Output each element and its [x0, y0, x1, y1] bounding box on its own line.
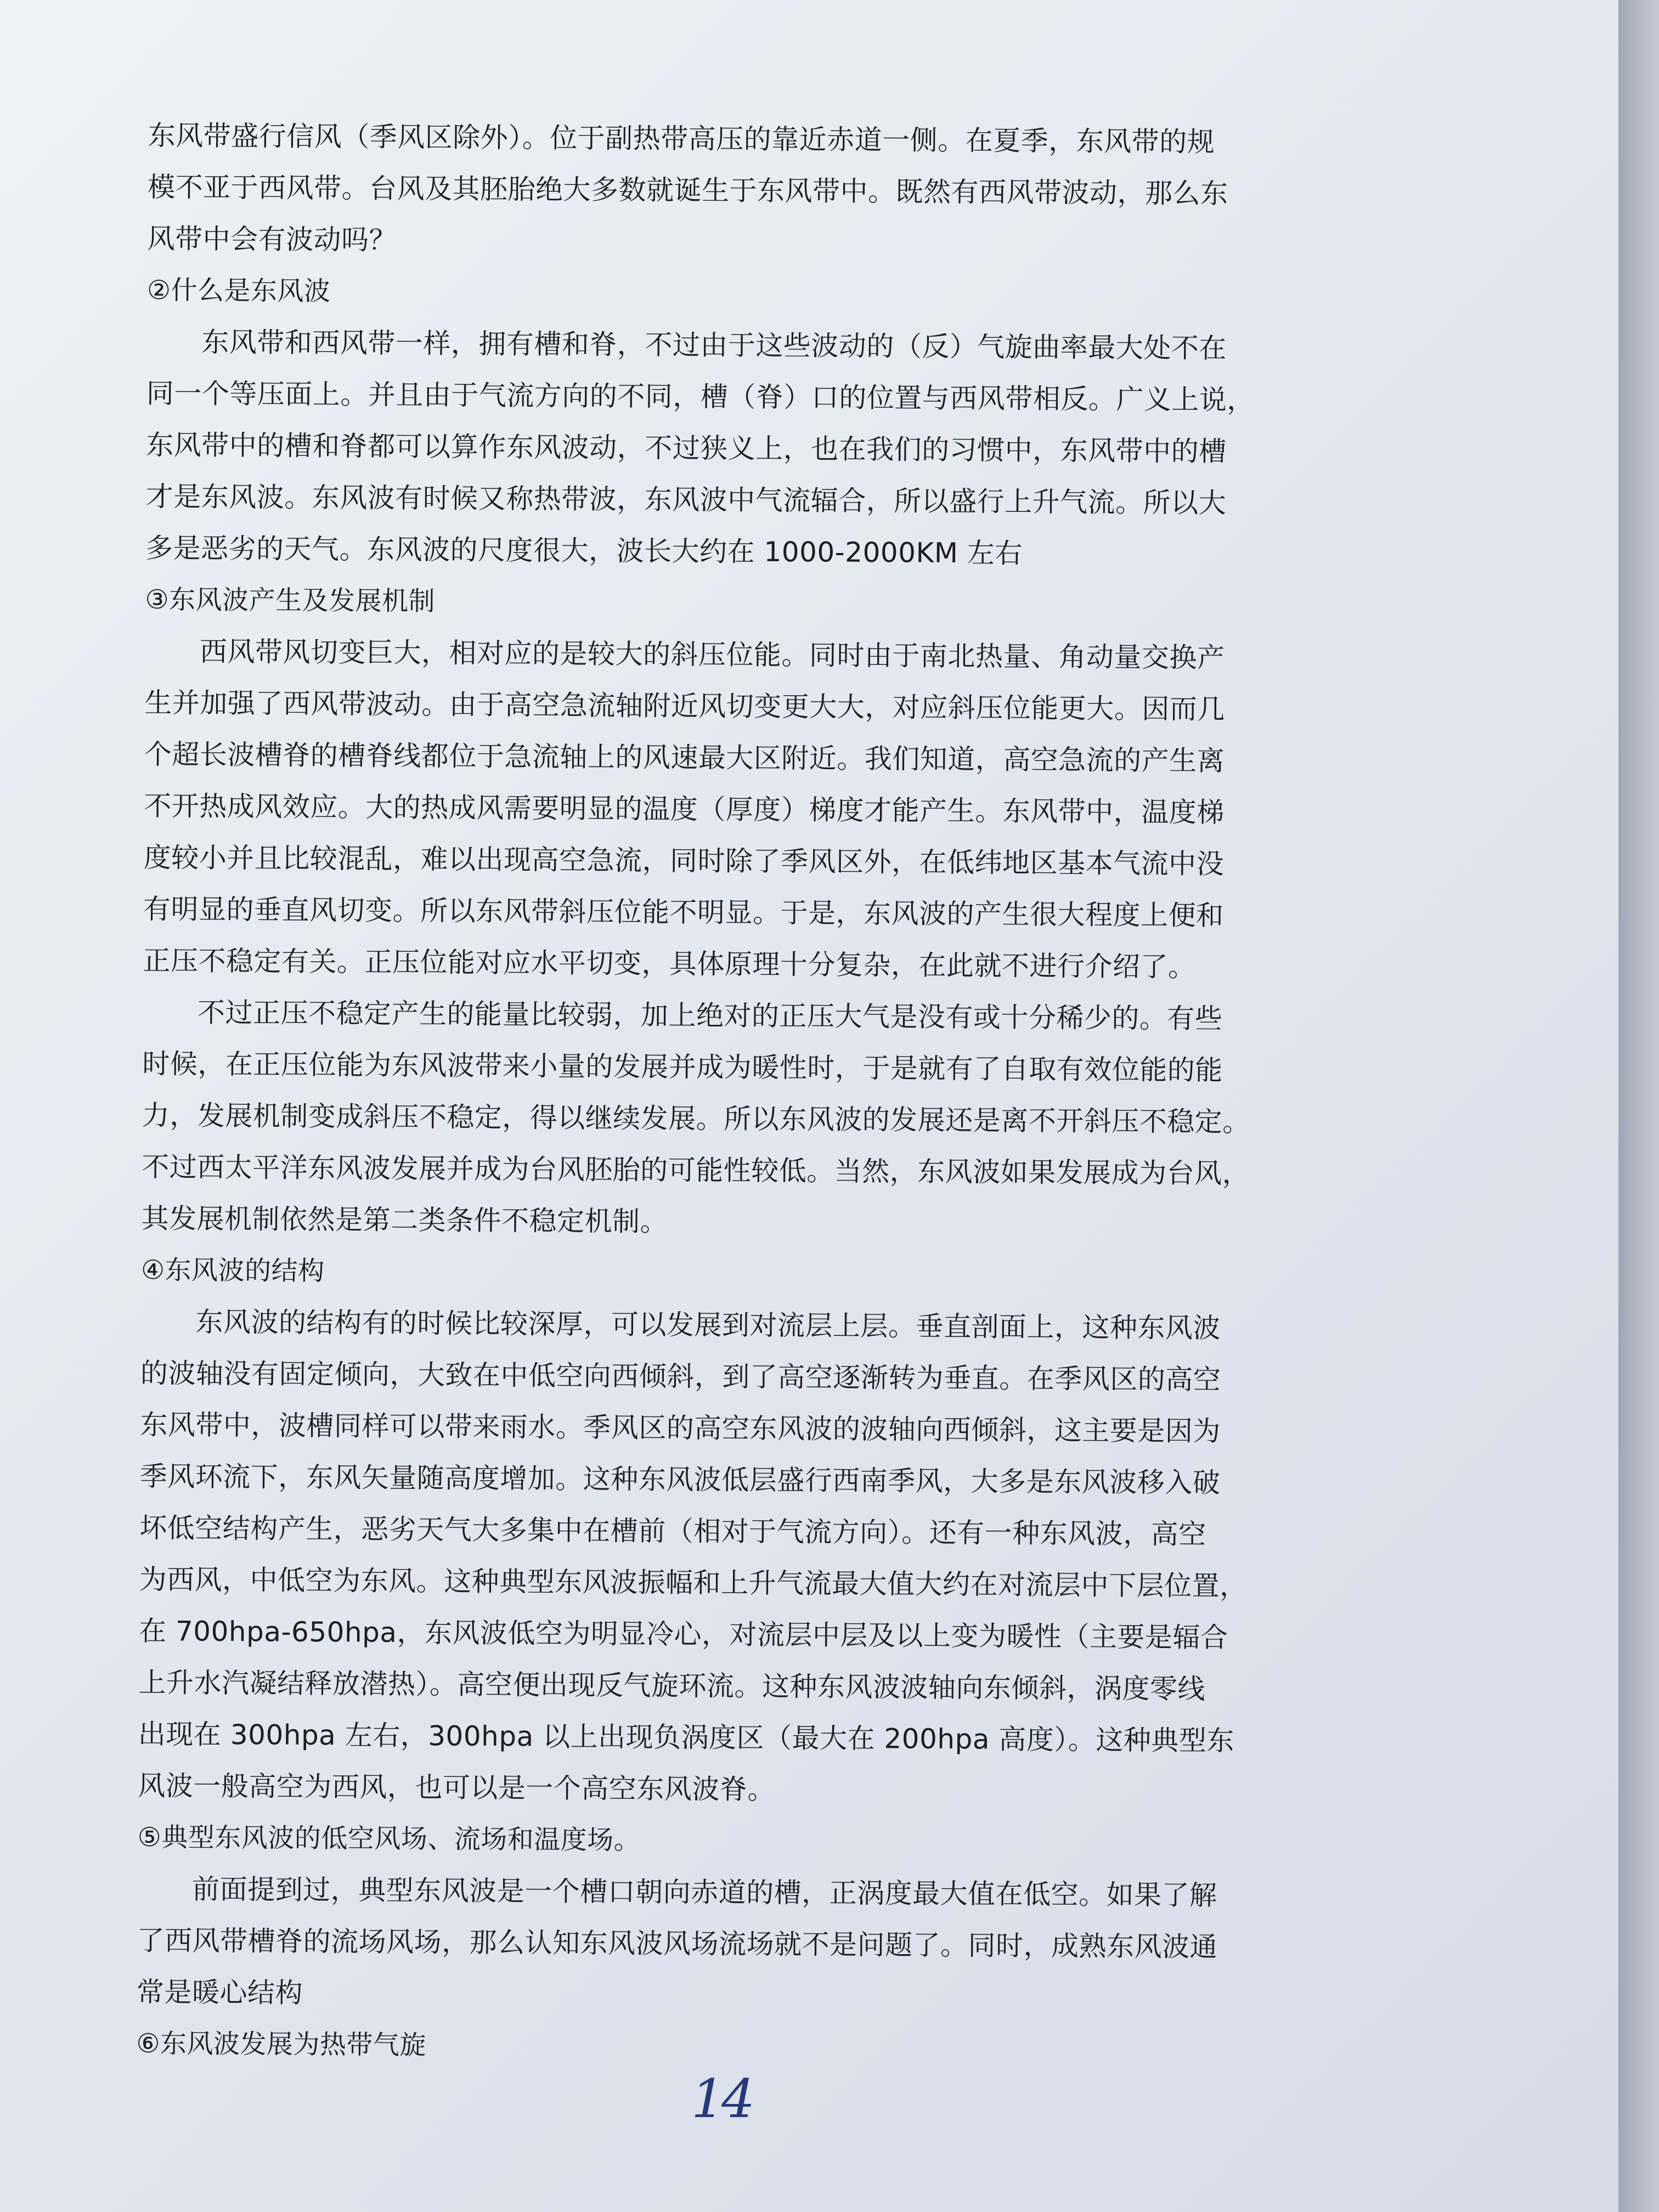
text-line: 有明显的垂直风切变。所以东风带斜压位能不明显。于是，东风波的产生很大程度上便和 — [143, 893, 1224, 932]
text-line: 常是暖心结构 — [136, 1976, 303, 2009]
text-line: 的波轴没有固定倾向，大致在中低空向西倾斜，到了高空逐渐转为垂直。在季风区的高空 — [140, 1357, 1221, 1396]
text-line: 出现在 300hpa 左右，300hpa 以上出现负涡度区（最大在 200hpa 高度）。这种典型东 — [138, 1718, 1235, 1757]
text-line: 东风带中，波槽同样可以带来雨水。季风区的高空东风波的波轴向西倾斜，这主要是因为 — [140, 1408, 1221, 1447]
text-line: 个超长波槽脊的槽脊线都位于急流轴上的风速最大区附近。我们知道，高空急流的产生离 — [144, 738, 1225, 777]
text-line: 风带中会有波动吗？ — [147, 222, 397, 256]
text-line: 季风环流下，东风矢量随高度增加。这种东风波低层盛行西南季风，大多是东风波移入破 — [139, 1460, 1221, 1499]
text-block — [136, 110, 1383, 2077]
handwritten-page-number: 14 — [691, 2068, 752, 2130]
text-line: 上升水汽凝结释放潜热）。高空便出现反气旋环流。这种东风波波轴向东倾斜，涡度零线 — [138, 1666, 1206, 1705]
text-line: 东风波的结构有的时候比较深厚，可以发展到对流层上层。垂直剖面上，这种东风波 — [195, 1306, 1221, 1344]
text-line: 正压不稳定有关。正压位能对应水平切变，具体原理十分复杂，在此就不进行介绍了。 — [143, 944, 1196, 983]
section-heading: ④东风波的结构 — [140, 1254, 325, 1287]
text-line: 不过正压不稳定产生的能量比较弱，加上绝对的正压大气是没有或十分稀少的。有些 — [197, 996, 1223, 1035]
text-line: 风波一般高空为西风，也可以是一个高空东风波脊。 — [138, 1769, 775, 1806]
section-heading: ②什么是东风波 — [146, 274, 331, 307]
text-line: 坏低空结构产生，恶劣天气大多集中在槽前（相对于气流方向）。还有一种东风波，高空 — [139, 1511, 1206, 1550]
text-line: 其发展机制依然是第二类条件不稳定机制。 — [141, 1202, 668, 1238]
text-line: 时候，在正压位能为东风波带来小量的发展并成为暖性时，于是就有了自取有效位能的能 — [142, 1047, 1223, 1086]
text-line: 为西风，中低空为东风。这种典型东风波振幅和上升气流最大值大约在对流层中下层位置， — [139, 1563, 1248, 1602]
text-line: 东风带中的槽和脊都可以算作东风波动，不过狭义上，也在我们的习惯中，东风带中的槽 — [146, 428, 1227, 468]
text-line: 同一个等压面上。并且由于气流方向的不同，槽（脊）口的位置与西风带相反。广义上说， — [146, 377, 1255, 416]
text-line: 不过西太平洋东风波发展并成为台风胚胎的可能性较低。当然，东风波如果发展成为台风， — [142, 1150, 1250, 1190]
text-line: 才是东风波。东风波有时候又称热带波，东风波中气流辐合，所以盛行上升气流。所以大 — [145, 480, 1227, 520]
text-line: 度较小并且比较混乱，难以出现高空急流，同时除了季风区外，在低纬地区基本气流中没 — [143, 841, 1224, 881]
text-line: 东风带盛行信风（季风区除外）。位于副热带高压的靠近赤道一侧。在夏季，东风带的规 — [148, 119, 1215, 158]
section-heading: ⑥东风波发展为热带气旋 — [136, 2028, 427, 2061]
paper-edge-shadow — [1618, 0, 1659, 2212]
text-line: 多是恶劣的天气。东风波的尺度很大，波长大约在 1000-2000KM 左右 — [145, 532, 1023, 569]
text-line: 东风带和西风带一样，拥有槽和脊，不过由于这些波动的（反）气旋曲率最大处不在 — [201, 326, 1227, 365]
text-line: 模不亚于西风带。台风及其胚胎绝大多数就诞生于东风带中。既然有西风带波动，那么东 — [147, 171, 1228, 210]
text-line: 西风带风切变巨大，相对应的是较大的斜压位能。同时由于南北热量、角动量交换产 — [199, 635, 1225, 674]
text-line: 不开热成风效应。大的热成风需要明显的温度（厚度）梯度才能产生。东风带中，温度梯 — [144, 789, 1224, 829]
text-line: 在 700hpa-650hpa，东风波低空为明显冷心，对流层中层及以上变为暖性（主要是辐合 — [138, 1615, 1228, 1654]
text-line: 生并加强了西风带波动。由于高空急流轴附近风切变更大大，对应斜压位能更大。因而几 — [144, 686, 1226, 726]
text-line: 了西风带槽脊的流场风场，那么认知东风波风场流场就不是问题了。同时，成熟东风波通 — [137, 1924, 1218, 1963]
text-line: 力，发展机制变成斜压不稳定，得以继续发展。所以东风波的发展还是离不开斜压不稳定。 — [142, 1099, 1250, 1138]
section-heading: ③东风波产生及发展机制 — [145, 584, 436, 617]
section-heading: ⑤典型东风波的低空风场、流场和温度场。 — [137, 1821, 641, 1856]
text-line: 前面提到过，典型东风波是一个槽口朝向赤道的槽，正涡度最大值在低空。如果了解 — [192, 1873, 1217, 1911]
